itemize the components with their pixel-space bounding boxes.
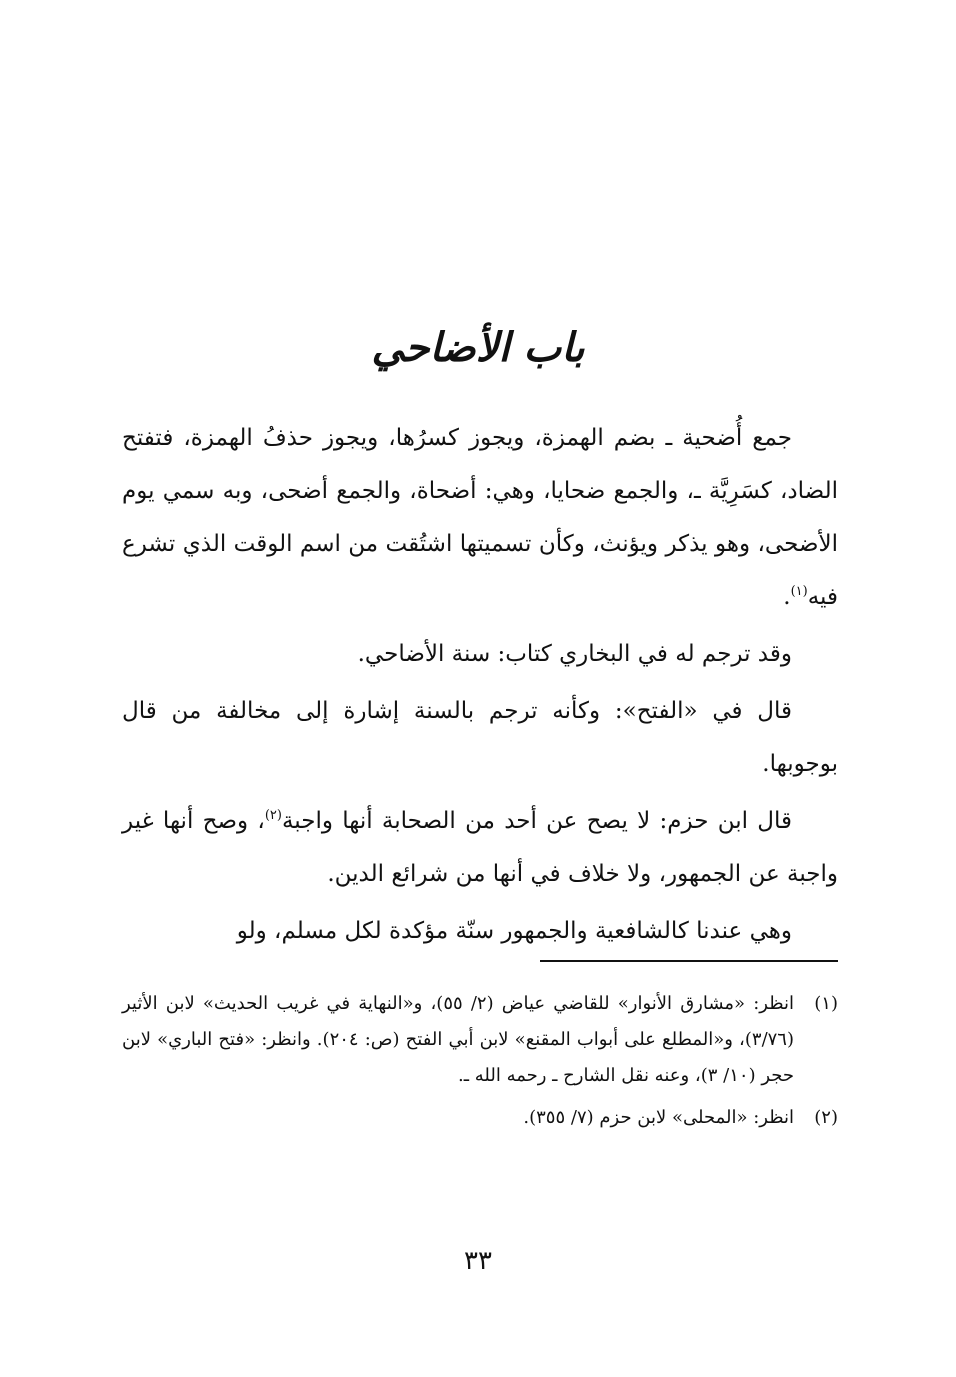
main-text xyxy=(122,412,838,958)
paragraph-ibn-hazm xyxy=(122,795,838,901)
paragraph-bukhari: وقد ترجم له في البخاري كتاب: سنة الأضاحي. xyxy=(357,641,792,667)
footnote-1-text: انظر: «مشارق الأنوار» للقاضي عياض (٢/ ٥٥)، و«النهاية في غريب الحديث» لابن الأثير (٣/٧٦)، و«المطلع على أبواب المقنع» لابن أبي الفتح (ص: ٢٠٤). وانظر: «فتح الباري» لابن حجر (١٠/ ٣)، وعنه نقل الشارح ـ رحمه الله ـ. xyxy=(122,993,795,1086)
footnote-1 xyxy=(122,986,838,1094)
paragraph-definition xyxy=(122,412,838,624)
paragraph-ibn-hazm-text-a: قال ابن حزم: لا يصح عن أحد من الصحابة أنها واجبة xyxy=(281,808,793,834)
page-number: ٣٣ xyxy=(464,1246,492,1276)
paragraph-fath: قال في «الفتح»: وكأنه ترجم بالسنة إشارة إلى مخالفة من قال بوجوبها. xyxy=(122,698,838,777)
footnote-ref-2[interactable]: (٢) xyxy=(264,808,282,823)
paragraph-definition-end: . xyxy=(783,584,791,610)
footnote-2 xyxy=(122,1100,838,1136)
footnote-2-number: (٢) xyxy=(814,1107,838,1128)
paragraph-ibn-hazm-text-b: ، وصح أنها غير واجبة عن الجمهور، ولا خلاف في أنها من شرائع الدين. xyxy=(122,808,838,887)
footnotes-section xyxy=(122,986,838,1142)
footnote-1-number: (١) xyxy=(814,993,838,1014)
footnote-ref-1[interactable]: (١) xyxy=(790,584,808,599)
paragraph-definition-text: جمع أُضحية ـ بضم الهمزة، ويجوز كسرُها، ويجوز حذفُ الهمزة، فتفتح الضاد، كسَرِيَّة ـ، والجمع ضحايا، وهي: أضحاة، والجمع أضحى، وبه سمي يوم الأضحى، وهو يذكر ويؤنث، وكأن تسميتها اشتُقت من اسم الوقت الذي تشرع فيه xyxy=(122,425,838,610)
footnote-separator xyxy=(540,960,838,962)
paragraph-ruling: وهي عندنا كالشافعية والجمهور سنّة مؤكدة لكل مسلم، ولو xyxy=(236,918,792,944)
footnote-2-text: انظر: «المحلى» لابن حزم (٧/ ٣٥٥). xyxy=(523,1107,794,1128)
chapter-title: باب الأضاحي xyxy=(371,324,585,371)
